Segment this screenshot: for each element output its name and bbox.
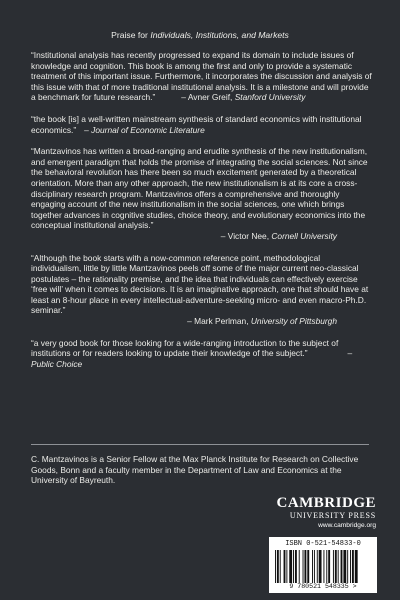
quote-attribution: – Public Choice <box>31 348 353 369</box>
publisher-name: CAMBRIDGE <box>276 495 376 511</box>
barcode-icon <box>275 550 371 583</box>
quote-public-choice: “a very good book for those looking for a wide-ranging introduction to the subject of institutions or for readers looking to update their knowledge of the subject.” – Public Choice <box>31 337 353 369</box>
quote-attribution: – Journal of Economic Literature <box>84 124 205 135</box>
quotes-list <box>31 50 372 380</box>
quote-attribution: – Mark Perlman, University of Pittsburgh <box>187 316 337 327</box>
quote-perlman: “Although the book starts with a now-common reference point, methodological individualism, little by little Mantzavinos peels off some of the major current neo-classical postulates – the rationality premise, and the idea that individuals can effectively exercise ‘free will’ when it comes to decisions. It is an imaginative approach, one that should have at least an 8-hour place in every intellectual-adventure-seeking micro- and even macro-Ph.D. seminar.” – Mark Perlman, University of Pittsburgh <box>31 253 372 327</box>
author-bio: C. Mantzavinos is a Senior Fellow at the Max Planck Institute for Research on Collective Goods, Bonn and a faculty member in the Department of Law and Economics at the University of Bayreuth. <box>31 454 359 486</box>
quote-attribution: – Victor Nee, Cornell University <box>220 230 337 241</box>
isbn-label: ISBN 0-521-54833-0 <box>285 540 361 548</box>
divider <box>31 444 369 445</box>
publisher-logo <box>236 496 376 530</box>
quote-attribution: – Avner Greif, Stanford University <box>181 92 306 103</box>
barcode-digits: 9 780521 548335 > <box>289 583 357 590</box>
barcode <box>269 537 377 593</box>
quote-greif: “Institutional analysis has recently progressed to expand its domain to include issues of knowledge and cognition. This book is among the first and only to provide a systematic treatment of this important issue. Furthermore, it incorporates the discussion and analysis of this issue with that of more traditional institutional analysis. It is a milestone and will provide a benchmark for future research.” – Avner Greif, Stanford University <box>31 50 372 103</box>
book-title: Individuals, Institutions, and Markets <box>150 30 289 40</box>
praise-heading: Praise for Individuals, Institutions, and Markets <box>111 30 289 40</box>
publisher-subtitle: UNIVERSITY PRESS <box>289 511 376 520</box>
quote-nee: “Mantzavinos has written a broad-ranging and erudite synthesis of the new institutionalism, and emergent paradigm that holds the promise of integrating the social sciences. Not since the behavioral revolution has there been so much excitement generated by a theoretical orientation. More than any other approach, the new institutionalism is at its core a cross-disciplinary research program. Mantzavinos offers a comprehensive and thoroughly engaging account of the new institutionalism in the social sciences, one which brings together advances in cognitive studies, choice theory, and evolutionary economics into the conceptual institutional analysis.” – Victor Nee, Cornell University <box>31 146 372 241</box>
quote-jel: “the book [is] a well-written mainstream synthesis of standard economics with institutional economics.” – Journal of Economic Literature <box>31 113 362 135</box>
publisher-url: www.cambridge.org <box>318 522 376 529</box>
